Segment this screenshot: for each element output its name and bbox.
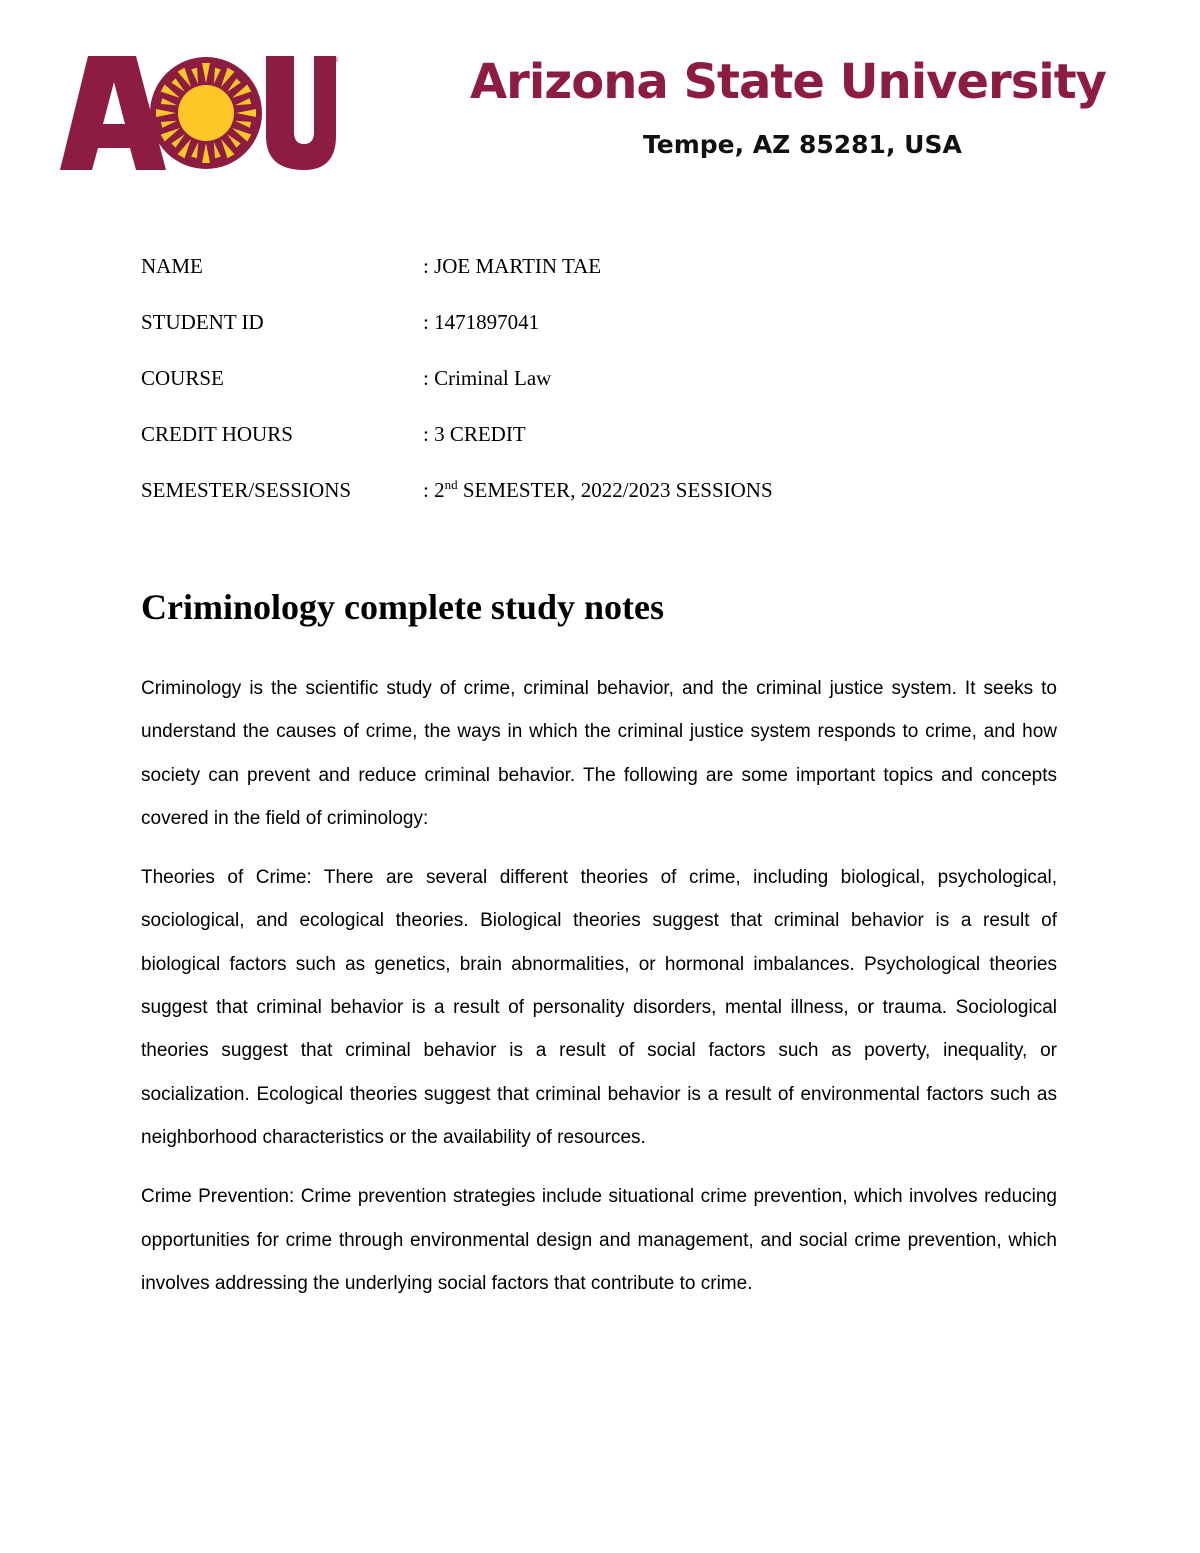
paragraph: Criminology is the scientific study of crime, criminal behavior, and the criminal justice system. It seeks to understand the causes of crime, the ways in which the criminal justice system responds to crime, and how society can prevent and reduce criminal behavior. The following are some important topics and concepts covered in the field of criminology: bbox=[141, 678, 1057, 829]
asu-logo-graphic bbox=[60, 52, 340, 174]
university-name: Arizona State University bbox=[470, 54, 1106, 110]
info-value: : JOE MARTIN TAE bbox=[423, 254, 602, 278]
paragraph: Theories of Crime: There are several different theories of crime, including biological, psychological, sociological, and ecological theories. Biological theories suggest that criminal behavior is a result of biological factors such as genetics, brain abnormalities, or hormonal imbalances. Psychological theories suggest that criminal behavior is a result of personality disorders, mental illness, or trauma. Sociological theories suggest that criminal behavior is a result of social factors such as poverty, inequality, or socialization. Ecological theories suggest that criminal behavior is a result of environmental factors such as neighborhood characteristics or the availability of resources. bbox=[141, 867, 1057, 1148]
info-label: STUDENT ID bbox=[141, 310, 264, 334]
info-value: : 3 CREDIT bbox=[423, 422, 526, 446]
svg-text:®: ® bbox=[332, 56, 339, 64]
document-body bbox=[141, 667, 1057, 1321]
semester-suffix: SEMESTER, 2022/2023 SESSIONS bbox=[457, 478, 773, 502]
info-value bbox=[423, 474, 773, 506]
semester-prefix: : 2 bbox=[423, 478, 445, 502]
paragraph: Crime Prevention: Crime prevention strategies include situational crime prevention, which involves reducing opportunities for crime through environmental design and management, and social crime prevention, which involves addressing the underlying social factors that contribute to crime. bbox=[141, 1186, 1057, 1294]
document-title: Criminology complete study notes bbox=[141, 587, 664, 627]
asu-logo bbox=[60, 52, 340, 174]
ordinal-suffix: nd bbox=[444, 477, 458, 492]
sun-icon bbox=[150, 57, 262, 169]
info-label: SEMESTER/SESSIONS bbox=[141, 478, 352, 502]
university-address: Tempe, AZ 85281, USA bbox=[643, 130, 962, 159]
info-value: : 1471897041 bbox=[423, 310, 540, 334]
info-label: CREDIT HOURS bbox=[141, 422, 293, 446]
info-label: NAME bbox=[141, 254, 203, 278]
info-value: : Criminal Law bbox=[423, 366, 552, 390]
info-label: COURSE bbox=[141, 366, 224, 390]
